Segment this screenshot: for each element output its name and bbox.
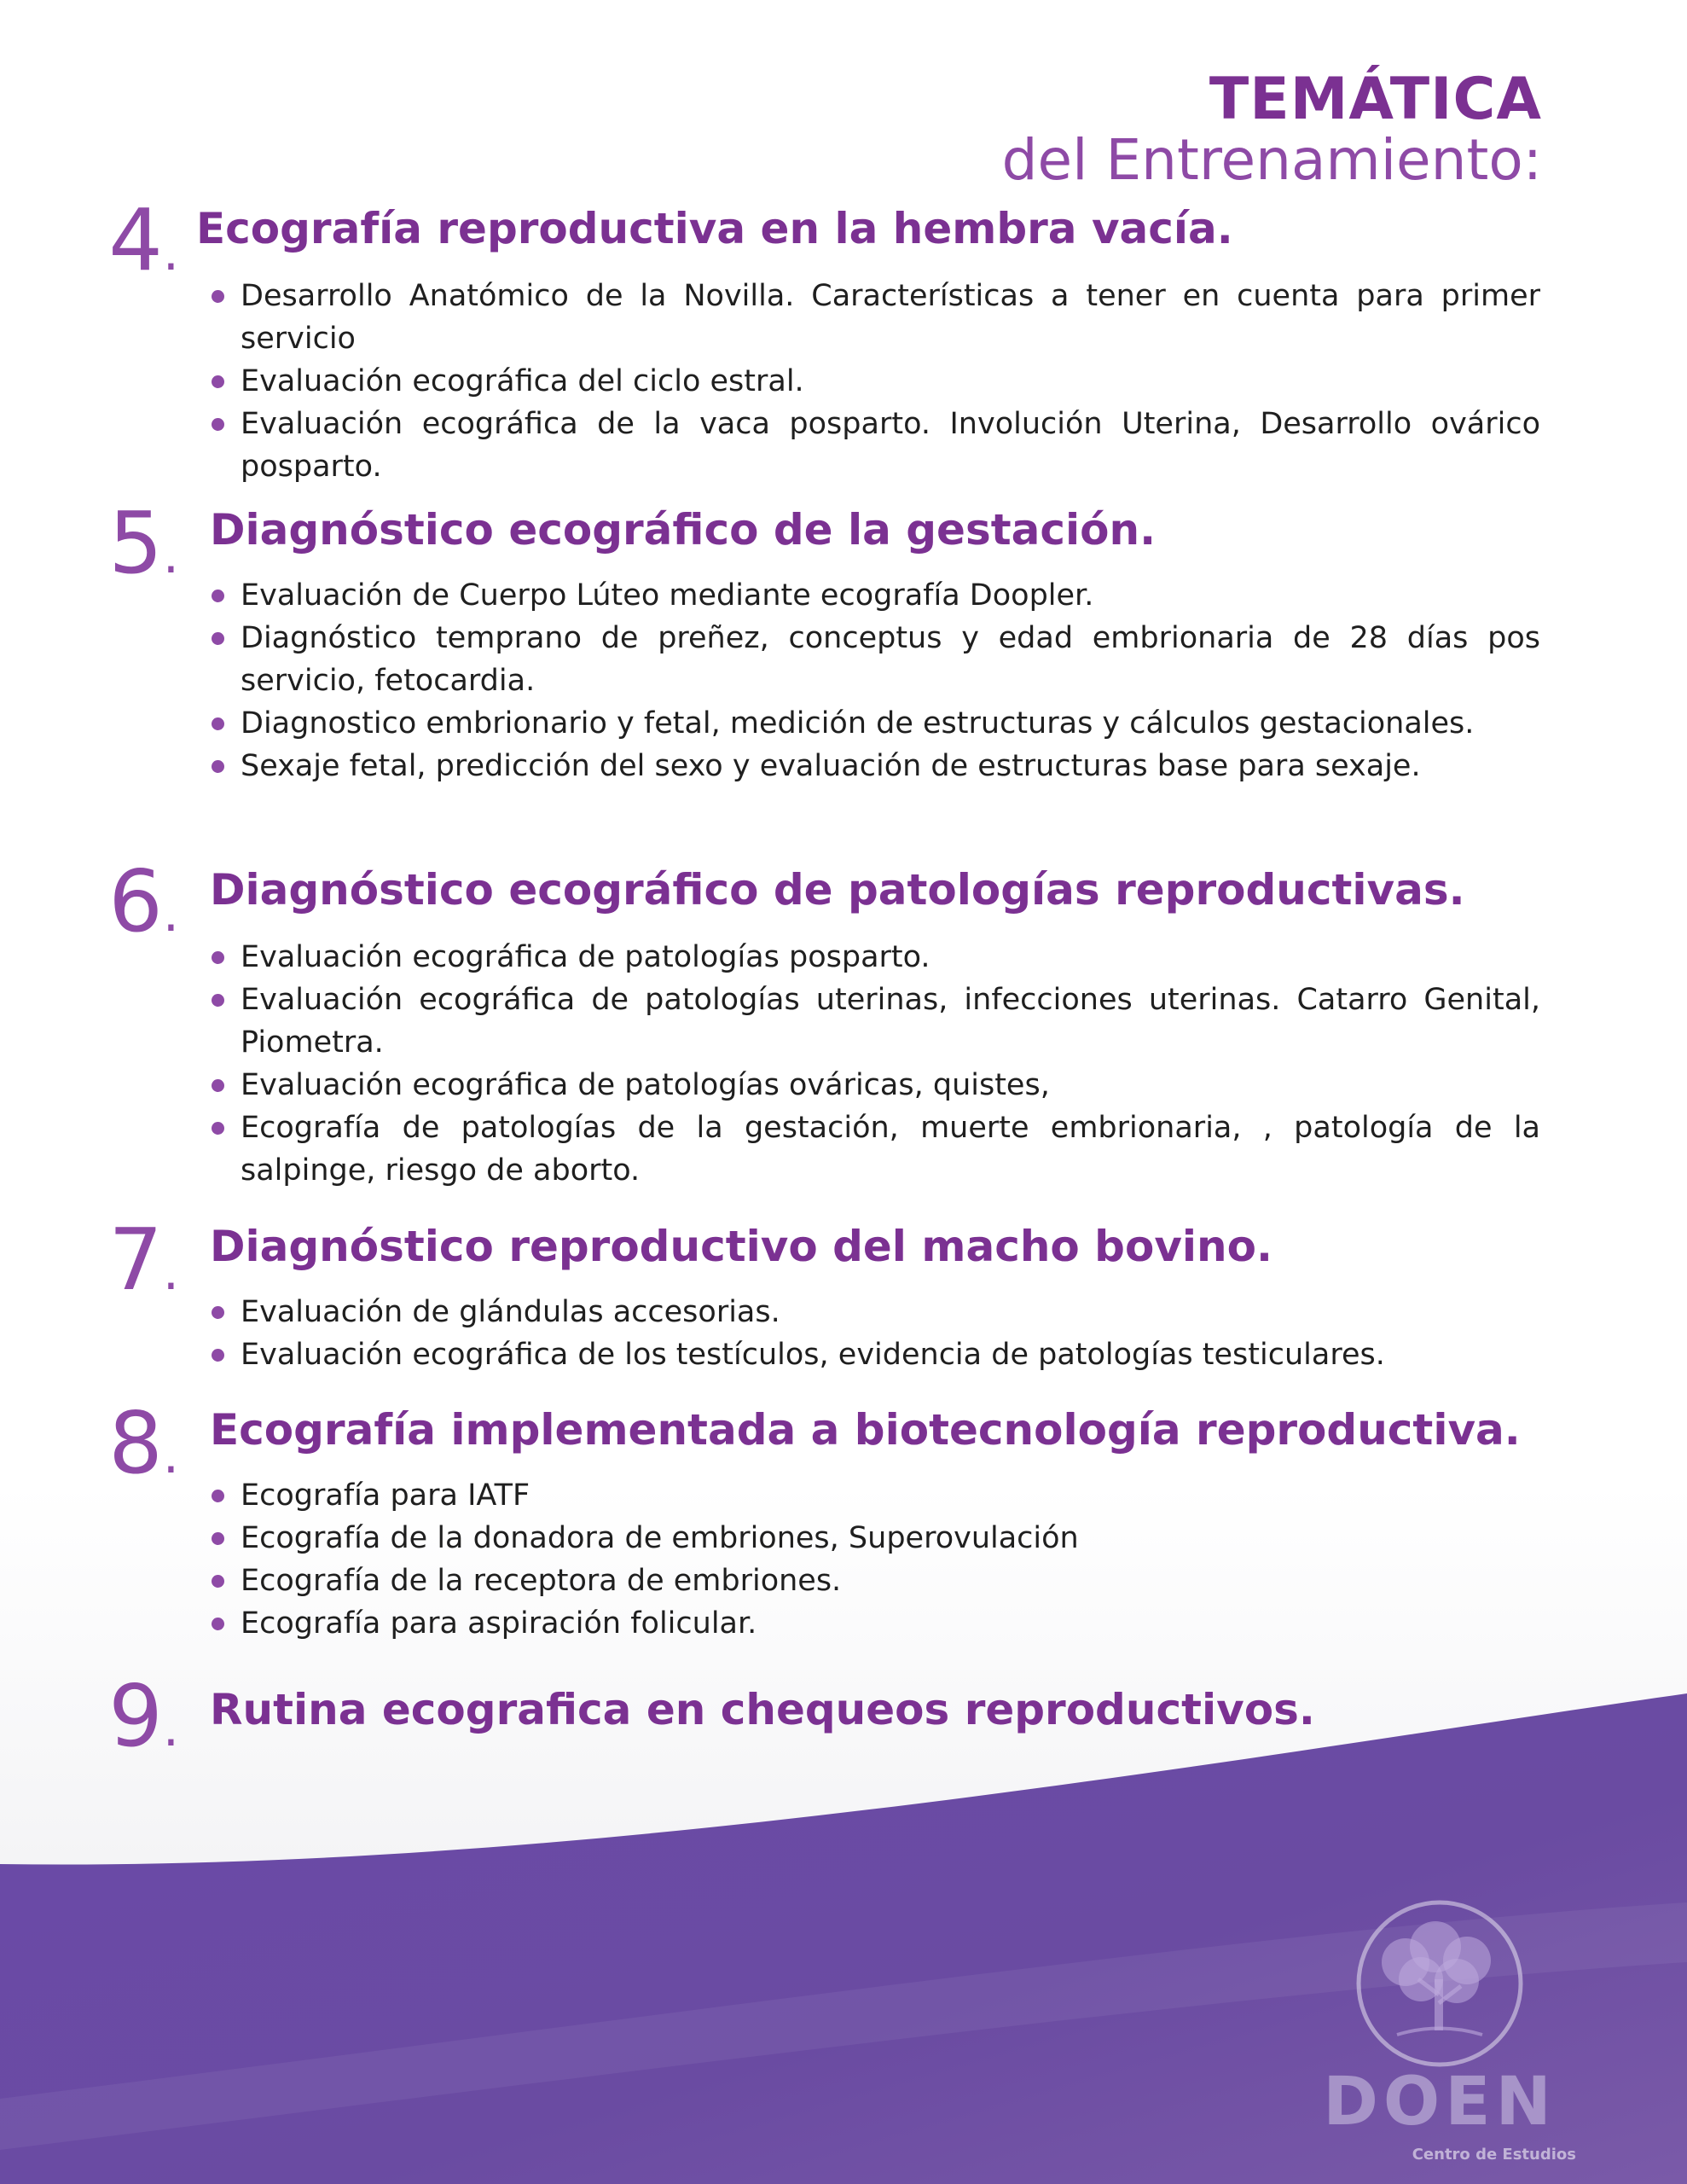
title-main: TEMÁTICA xyxy=(1209,66,1542,133)
bullet-dot xyxy=(212,717,224,730)
bullet-dot xyxy=(212,1490,224,1502)
section-items xyxy=(212,1474,1540,1645)
title-subtitle: del Entrenamiento: xyxy=(1001,127,1542,193)
logo-caption: Centro de Estudios xyxy=(1412,2146,1576,2164)
list-item: Sexaje fetal, predicción del sexo y evaluación de estructuras base para sexaje. xyxy=(212,745,1540,787)
logo-wordmark: DOEN xyxy=(1323,2064,1557,2140)
bullet-dot xyxy=(212,951,224,964)
list-item: Evaluación ecográfica de la vaca posparto. Involución Uterina, Desarrollo ovárico posparto. xyxy=(212,403,1540,488)
section-items xyxy=(212,936,1540,1192)
section-number: 8. xyxy=(108,1393,179,1493)
list-item: Ecografía para aspiración folicular. xyxy=(212,1602,1540,1645)
bullet-dot xyxy=(212,590,224,602)
list-item: Ecografía de patologías de la gestación, muerte embrionaria, , patología de la salpinge, riesgo de aborto. xyxy=(212,1107,1540,1192)
section-heading: Diagnóstico reproductivo del macho bovino. xyxy=(210,1222,1272,1271)
bullet-dot xyxy=(212,375,224,388)
list-item: Evaluación de glándulas accesorias. xyxy=(212,1291,1540,1333)
list-item: Evaluación ecográfica de patologías ováricas, quistes, xyxy=(212,1064,1540,1107)
section-heading: Diagnóstico ecográfico de la gestación. xyxy=(210,505,1157,555)
bullet-dot xyxy=(212,1575,224,1588)
list-item: Ecografía de la receptora de embriones. xyxy=(212,1560,1540,1602)
section-number: 9. xyxy=(108,1666,179,1766)
bullet-dot xyxy=(212,1532,224,1545)
list-item: Ecografía para IATF xyxy=(212,1474,1540,1517)
section-heading: Rutina ecografica en chequeos reproductivos. xyxy=(210,1685,1315,1734)
section-items xyxy=(212,574,1540,787)
section-heading: Diagnóstico ecográfico de patologías reproductivas. xyxy=(210,865,1465,915)
bullet-dot xyxy=(212,632,224,645)
list-item: Ecografía de la donadora de embriones, Superovulación xyxy=(212,1517,1540,1560)
bullet-dot xyxy=(212,1349,224,1362)
bullet-dot xyxy=(212,1079,224,1092)
section-heading: Ecografía reproductiva en la hembra vacía. xyxy=(196,204,1233,253)
list-item: Diagnostico embrionario y fetal, medición de estructuras y cálculos gestacionales. xyxy=(212,702,1540,745)
section-heading: Ecografía implementada a biotecnología reproductiva. xyxy=(210,1405,1521,1455)
section-items xyxy=(212,275,1540,488)
bullet-dot xyxy=(212,290,224,303)
bullet-dot xyxy=(212,994,224,1007)
bullet-dot xyxy=(212,1306,224,1319)
bullet-dot xyxy=(212,418,224,431)
section-number: 4. xyxy=(108,190,179,290)
tree-icon xyxy=(1286,1894,1593,2150)
list-item: Evaluación ecográfica del ciclo estral. xyxy=(212,360,1540,403)
section-items xyxy=(212,1291,1540,1376)
bullet-dot xyxy=(212,1618,224,1630)
list-item: Evaluación ecográfica de patologías posparto. xyxy=(212,936,1540,979)
list-item: Evaluación ecográfica de patologías uterinas, infecciones uterinas. Catarro Genital, Piometra. xyxy=(212,979,1540,1064)
section-number: 5. xyxy=(108,493,179,593)
list-item: Evaluación de Cuerpo Lúteo mediante ecografía Doopler. xyxy=(212,574,1540,617)
list-item: Evaluación ecográfica de los testículos, evidencia de patologías testiculares. xyxy=(212,1333,1540,1376)
bullet-dot xyxy=(212,1122,224,1135)
list-item: Diagnóstico temprano de preñez, conceptus y edad embrionaria de 28 días pos servicio, fetocardia. xyxy=(212,617,1540,702)
section-number: 6. xyxy=(108,851,179,951)
list-item: Desarrollo Anatómico de la Novilla. Características a tener en cuenta para primer servicio xyxy=(212,275,1540,360)
section-number: 7. xyxy=(108,1210,179,1310)
bullet-dot xyxy=(212,760,224,773)
page-title xyxy=(1002,67,1542,191)
